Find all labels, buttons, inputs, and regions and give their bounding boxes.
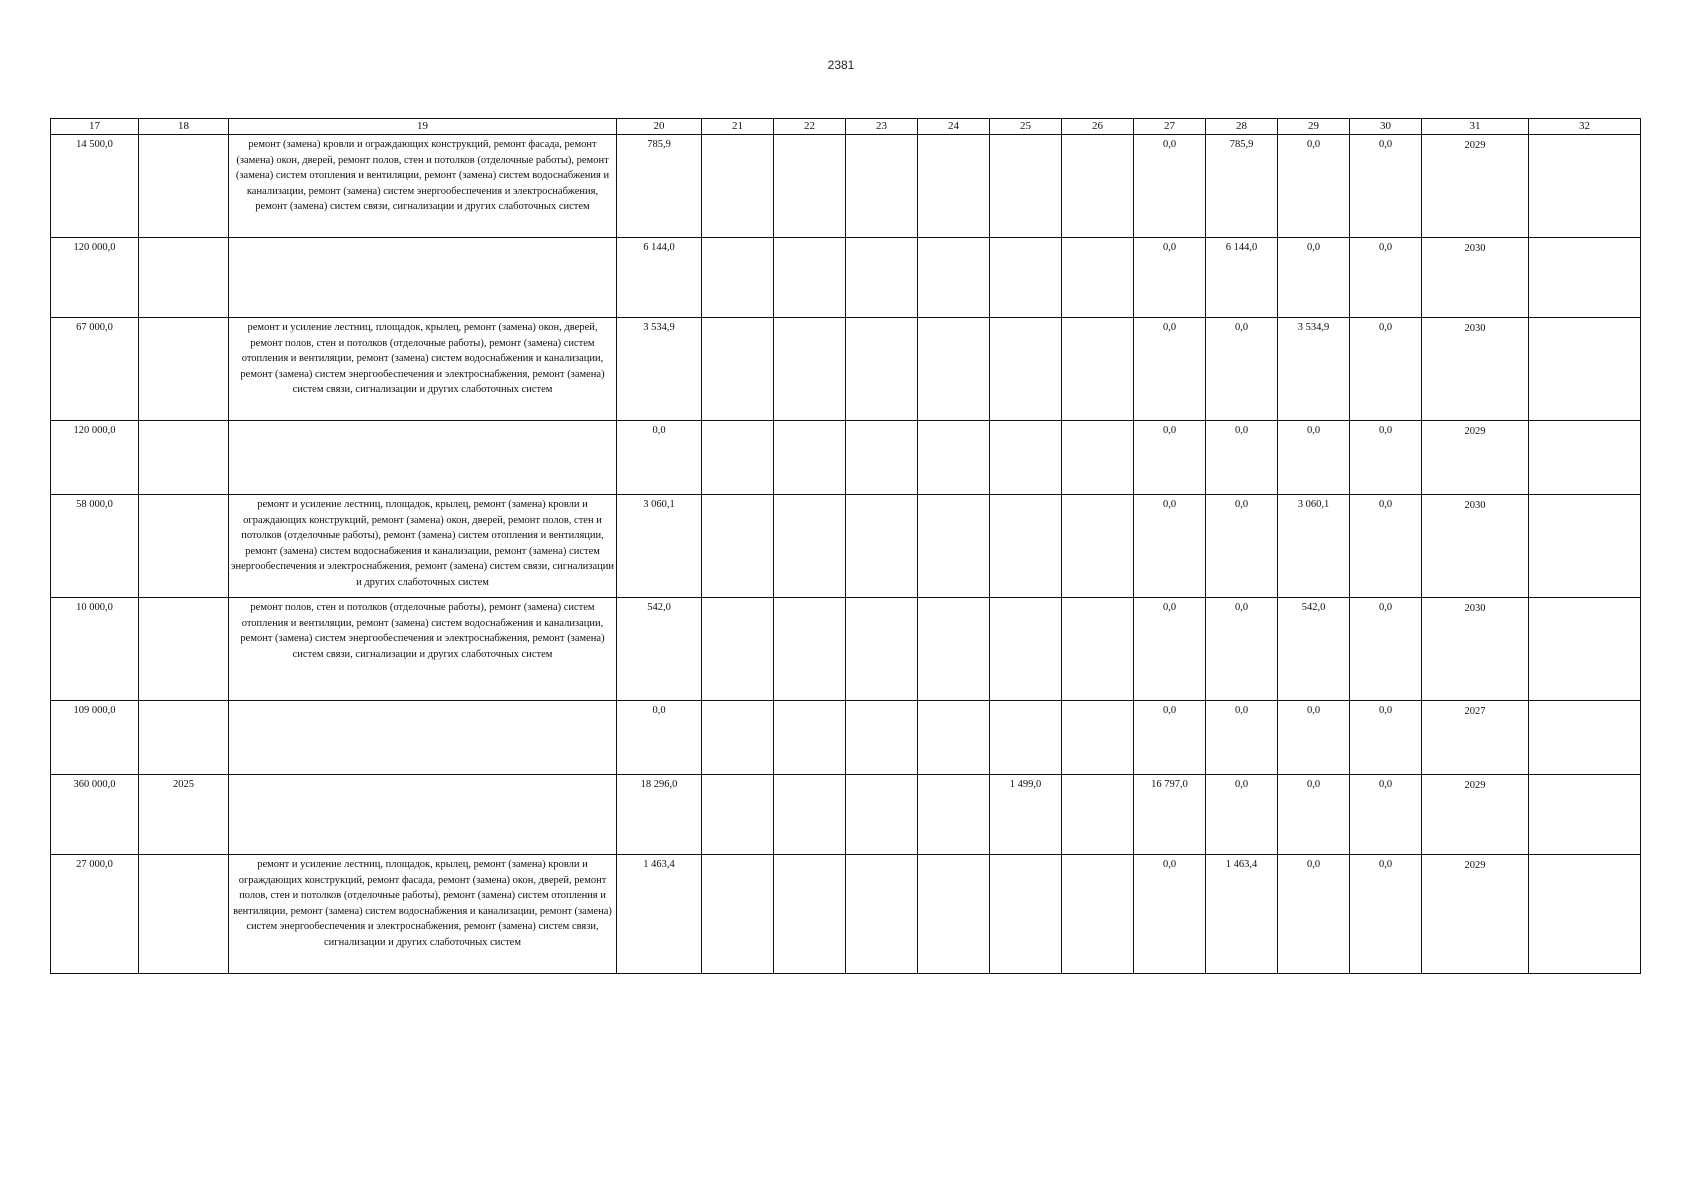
cell-col22 [774,238,846,318]
cell-work-description [229,701,617,775]
cell-col20: 1 463,4 [617,855,702,974]
cell-col24 [918,135,990,238]
cell-col18 [139,495,229,598]
header-row [51,119,1641,135]
cell-col25 [990,495,1062,598]
column-header-31: 31 [1422,119,1529,135]
cell-col30: 0,0 [1350,598,1422,701]
column-header-27: 27 [1134,119,1206,135]
cell-col22 [774,701,846,775]
cell-col28: 1 463,4 [1206,855,1278,974]
cell-col22 [774,598,846,701]
cell-col26 [1062,775,1134,855]
cell-col22 [774,775,846,855]
cell-col31: 2030 [1422,598,1529,701]
cell-col25: 1 499,0 [990,775,1062,855]
cell-col29: 0,0 [1278,701,1350,775]
cell-col23 [846,135,918,238]
cell-col27: 0,0 [1134,318,1206,421]
cell-col26 [1062,495,1134,598]
cell-col17: 27 000,0 [51,855,139,974]
cell-col20: 0,0 [617,701,702,775]
cell-col24 [918,855,990,974]
table-row [51,495,1641,598]
column-header-17: 17 [51,119,139,135]
cell-col22 [774,135,846,238]
column-header-23: 23 [846,119,918,135]
cell-col20: 6 144,0 [617,238,702,318]
cell-col25 [990,701,1062,775]
table-row [51,598,1641,701]
cell-col21 [702,238,774,318]
cell-col29: 0,0 [1278,775,1350,855]
cell-col28: 0,0 [1206,701,1278,775]
cell-col30: 0,0 [1350,495,1422,598]
column-header-22: 22 [774,119,846,135]
cell-col24 [918,318,990,421]
cell-col26 [1062,598,1134,701]
cell-col32 [1529,421,1641,495]
cell-col31: 2029 [1422,775,1529,855]
cell-col24 [918,495,990,598]
cell-col18 [139,598,229,701]
cell-col18 [139,421,229,495]
cell-col29: 0,0 [1278,135,1350,238]
cell-col25 [990,318,1062,421]
cell-col32 [1529,318,1641,421]
cell-col17: 120 000,0 [51,238,139,318]
column-header-19: 19 [229,119,617,135]
cell-col17: 58 000,0 [51,495,139,598]
cell-col21 [702,598,774,701]
cell-col26 [1062,135,1134,238]
cell-col30: 0,0 [1350,701,1422,775]
cell-col31: 2029 [1422,421,1529,495]
cell-col28: 0,0 [1206,598,1278,701]
cell-col23 [846,855,918,974]
cell-col17: 67 000,0 [51,318,139,421]
cell-col20: 3 060,1 [617,495,702,598]
cell-col30: 0,0 [1350,855,1422,974]
cell-col25 [990,855,1062,974]
cell-col18 [139,135,229,238]
cell-col17: 360 000,0 [51,775,139,855]
cell-col18 [139,318,229,421]
cell-col29: 542,0 [1278,598,1350,701]
data-table [50,118,1641,974]
cell-col20: 542,0 [617,598,702,701]
cell-col29: 0,0 [1278,855,1350,974]
cell-col27: 0,0 [1134,701,1206,775]
cell-col21 [702,701,774,775]
cell-col24 [918,775,990,855]
cell-work-description: ремонт и усиление лестниц, площадок, крылец, ремонт (замена) кровли и ограждающих конструкций, ремонт фасада, ремонт (замена) окон, дверей, ремонт полов, стен и потолков (отделочные работы), ремонт (замена) систем отопления и вентиляции, ремонт (замена) систем водоснабжения и канализации, ремонт (замена) систем энергообеспечения и электроснабжения, ремонт (замена) систем связи, сигнализации и других слаботочных систем [229,855,617,974]
column-header-25: 25 [990,119,1062,135]
cell-col21 [702,855,774,974]
column-header-30: 30 [1350,119,1422,135]
cell-col24 [918,701,990,775]
cell-col23 [846,775,918,855]
cell-col25 [990,421,1062,495]
cell-col26 [1062,238,1134,318]
cell-col20: 785,9 [617,135,702,238]
column-header-21: 21 [702,119,774,135]
cell-col27: 0,0 [1134,238,1206,318]
cell-col17: 109 000,0 [51,701,139,775]
cell-col25 [990,238,1062,318]
cell-col20: 0,0 [617,421,702,495]
cell-col17: 14 500,0 [51,135,139,238]
cell-col24 [918,598,990,701]
cell-col23 [846,318,918,421]
cell-col27: 0,0 [1134,598,1206,701]
cell-col32 [1529,775,1641,855]
cell-col30: 0,0 [1350,135,1422,238]
cell-work-description [229,238,617,318]
column-header-24: 24 [918,119,990,135]
cell-col21 [702,135,774,238]
cell-col23 [846,495,918,598]
cell-col27: 0,0 [1134,495,1206,598]
cell-col25 [990,598,1062,701]
cell-col22 [774,495,846,598]
table-row [51,775,1641,855]
cell-col28: 0,0 [1206,318,1278,421]
cell-col28: 6 144,0 [1206,238,1278,318]
cell-col27: 0,0 [1134,421,1206,495]
cell-col28: 0,0 [1206,421,1278,495]
table-row [51,238,1641,318]
cell-col32 [1529,238,1641,318]
cell-col30: 0,0 [1350,238,1422,318]
cell-col29: 0,0 [1278,238,1350,318]
cell-col30: 0,0 [1350,318,1422,421]
cell-col31: 2030 [1422,318,1529,421]
cell-col17: 120 000,0 [51,421,139,495]
cell-col32 [1529,135,1641,238]
cell-col21 [702,495,774,598]
cell-col32 [1529,701,1641,775]
cell-work-description: ремонт и усиление лестниц, площадок, крылец, ремонт (замена) кровли и ограждающих конструкций, ремонт (замена) окон, дверей, ремонт полов, стен и потолков (отделочные работы), ремонт (замена) систем отопления и вентиляции, ремонт (замена) систем водоснабжения и канализации, ремонт (замена) систем энергообеспечения и электроснабжения, ремонт (замена) систем связи, сигнализации и других слаботочных систем [229,495,617,598]
table-row [51,318,1641,421]
cell-col32 [1529,855,1641,974]
table-row [51,701,1641,775]
cell-col18 [139,701,229,775]
cell-col28: 0,0 [1206,495,1278,598]
cell-col23 [846,238,918,318]
cell-col18: 2025 [139,775,229,855]
cell-col21 [702,318,774,421]
column-header-28: 28 [1206,119,1278,135]
cell-col23 [846,701,918,775]
cell-col29: 3 534,9 [1278,318,1350,421]
cell-col17: 10 000,0 [51,598,139,701]
cell-work-description: ремонт (замена) кровли и ограждающих конструкций, ремонт фасада, ремонт (замена) окон, дверей, ремонт полов, стен и потолков (отделочные работы), ремонт (замена) систем отопления и вентиляции, ремонт (замена) систем водоснабжения и канализации, ремонт (замена) систем энергообеспечения и электроснабжения, ремонт (замена) систем связи, сигнализации и других слаботочных систем [229,135,617,238]
cell-col21 [702,421,774,495]
cell-work-description: ремонт и усиление лестниц, площадок, крылец, ремонт (замена) окон, дверей, ремонт полов, стен и потолков (отделочные работы), ремонт (замена) систем отопления и вентиляции, ремонт (замена) систем водоснабжения и канализации, ремонт (замена) систем энергообеспечения и электроснабжения, ремонт (замена) систем связи, сигнализации и других слаботочных систем [229,318,617,421]
cell-col18 [139,238,229,318]
cell-work-description: ремонт полов, стен и потолков (отделочные работы), ремонт (замена) систем отопления и вентиляции, ремонт (замена) систем водоснабжения и канализации, ремонт (замена) систем энергообеспечения и электроснабжения, ремонт (замена) систем связи, сигнализации и других слаботочных систем [229,598,617,701]
column-header-18: 18 [139,119,229,135]
cell-col22 [774,421,846,495]
cell-col21 [702,775,774,855]
cell-col31: 2030 [1422,495,1529,598]
cell-col25 [990,135,1062,238]
cell-col23 [846,421,918,495]
cell-col27: 0,0 [1134,855,1206,974]
cell-col26 [1062,701,1134,775]
cell-col31: 2027 [1422,701,1529,775]
cell-col32 [1529,598,1641,701]
cell-col31: 2029 [1422,855,1529,974]
page-number: 2381 [827,58,855,72]
cell-col27: 16 797,0 [1134,775,1206,855]
cell-work-description [229,421,617,495]
cell-col20: 3 534,9 [617,318,702,421]
cell-work-description [229,775,617,855]
cell-col32 [1529,495,1641,598]
table-row [51,135,1641,238]
column-header-29: 29 [1278,119,1350,135]
cell-col30: 0,0 [1350,775,1422,855]
cell-col24 [918,421,990,495]
column-header-26: 26 [1062,119,1134,135]
cell-col28: 785,9 [1206,135,1278,238]
cell-col22 [774,318,846,421]
column-header-20: 20 [617,119,702,135]
table-row [51,421,1641,495]
cell-col23 [846,598,918,701]
cell-col22 [774,855,846,974]
column-header-32: 32 [1529,119,1641,135]
cell-col29: 0,0 [1278,421,1350,495]
cell-col28: 0,0 [1206,775,1278,855]
cell-col31: 2030 [1422,238,1529,318]
cell-col30: 0,0 [1350,421,1422,495]
cell-col20: 18 296,0 [617,775,702,855]
cell-col26 [1062,318,1134,421]
cell-col31: 2029 [1422,135,1529,238]
cell-col26 [1062,855,1134,974]
table-row [51,855,1641,974]
cell-col24 [918,238,990,318]
cell-col27: 0,0 [1134,135,1206,238]
cell-col26 [1062,421,1134,495]
cell-col29: 3 060,1 [1278,495,1350,598]
cell-col18 [139,855,229,974]
